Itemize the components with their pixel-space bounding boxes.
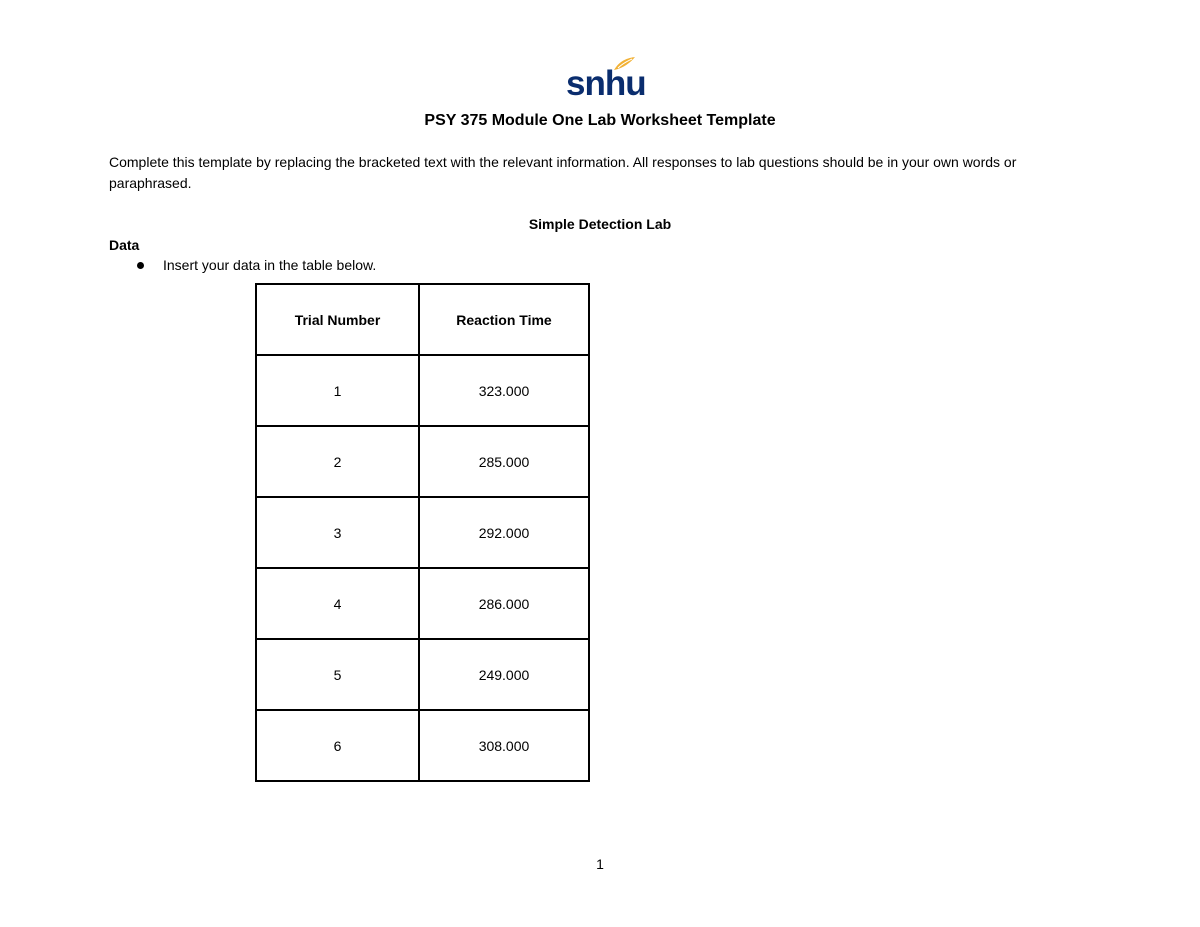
trial-cell: 6	[256, 710, 419, 781]
trial-cell: 5	[256, 639, 419, 710]
snhu-logo	[562, 56, 646, 104]
logo-text: snhu	[566, 64, 646, 103]
time-cell: 249.000	[419, 639, 589, 710]
table-row	[256, 568, 589, 639]
time-cell: 323.000	[419, 355, 589, 426]
time-cell: 292.000	[419, 497, 589, 568]
table-header-row	[256, 284, 589, 355]
data-heading: Data	[109, 237, 140, 253]
trial-cell: 1	[256, 355, 419, 426]
time-cell: 286.000	[419, 568, 589, 639]
header-reaction-time: Reaction Time	[419, 284, 589, 355]
trial-cell: 3	[256, 497, 419, 568]
time-cell: 285.000	[419, 426, 589, 497]
table-row	[256, 426, 589, 497]
bullet-text: Insert your data in the table below.	[163, 257, 377, 273]
trial-cell: 2	[256, 426, 419, 497]
table-row	[256, 710, 589, 781]
section-title: Simple Detection Lab	[528, 216, 672, 232]
bullet-item	[137, 255, 376, 275]
time-cell: 308.000	[419, 710, 589, 781]
bullet-icon	[137, 262, 144, 269]
table-row	[256, 497, 589, 568]
page-number: 1	[596, 856, 604, 872]
trial-cell: 4	[256, 568, 419, 639]
page-title: PSY 375 Module One Lab Worksheet Template	[424, 112, 776, 129]
data-table	[255, 283, 590, 782]
table-row	[256, 639, 589, 710]
header-trial-number: Trial Number	[256, 284, 419, 355]
instructions-text: Complete this template by replacing the bracketed text with the relevant information. All responses to lab questions should be in your own words or paraphrased.	[109, 154, 1017, 191]
table-row	[256, 355, 589, 426]
